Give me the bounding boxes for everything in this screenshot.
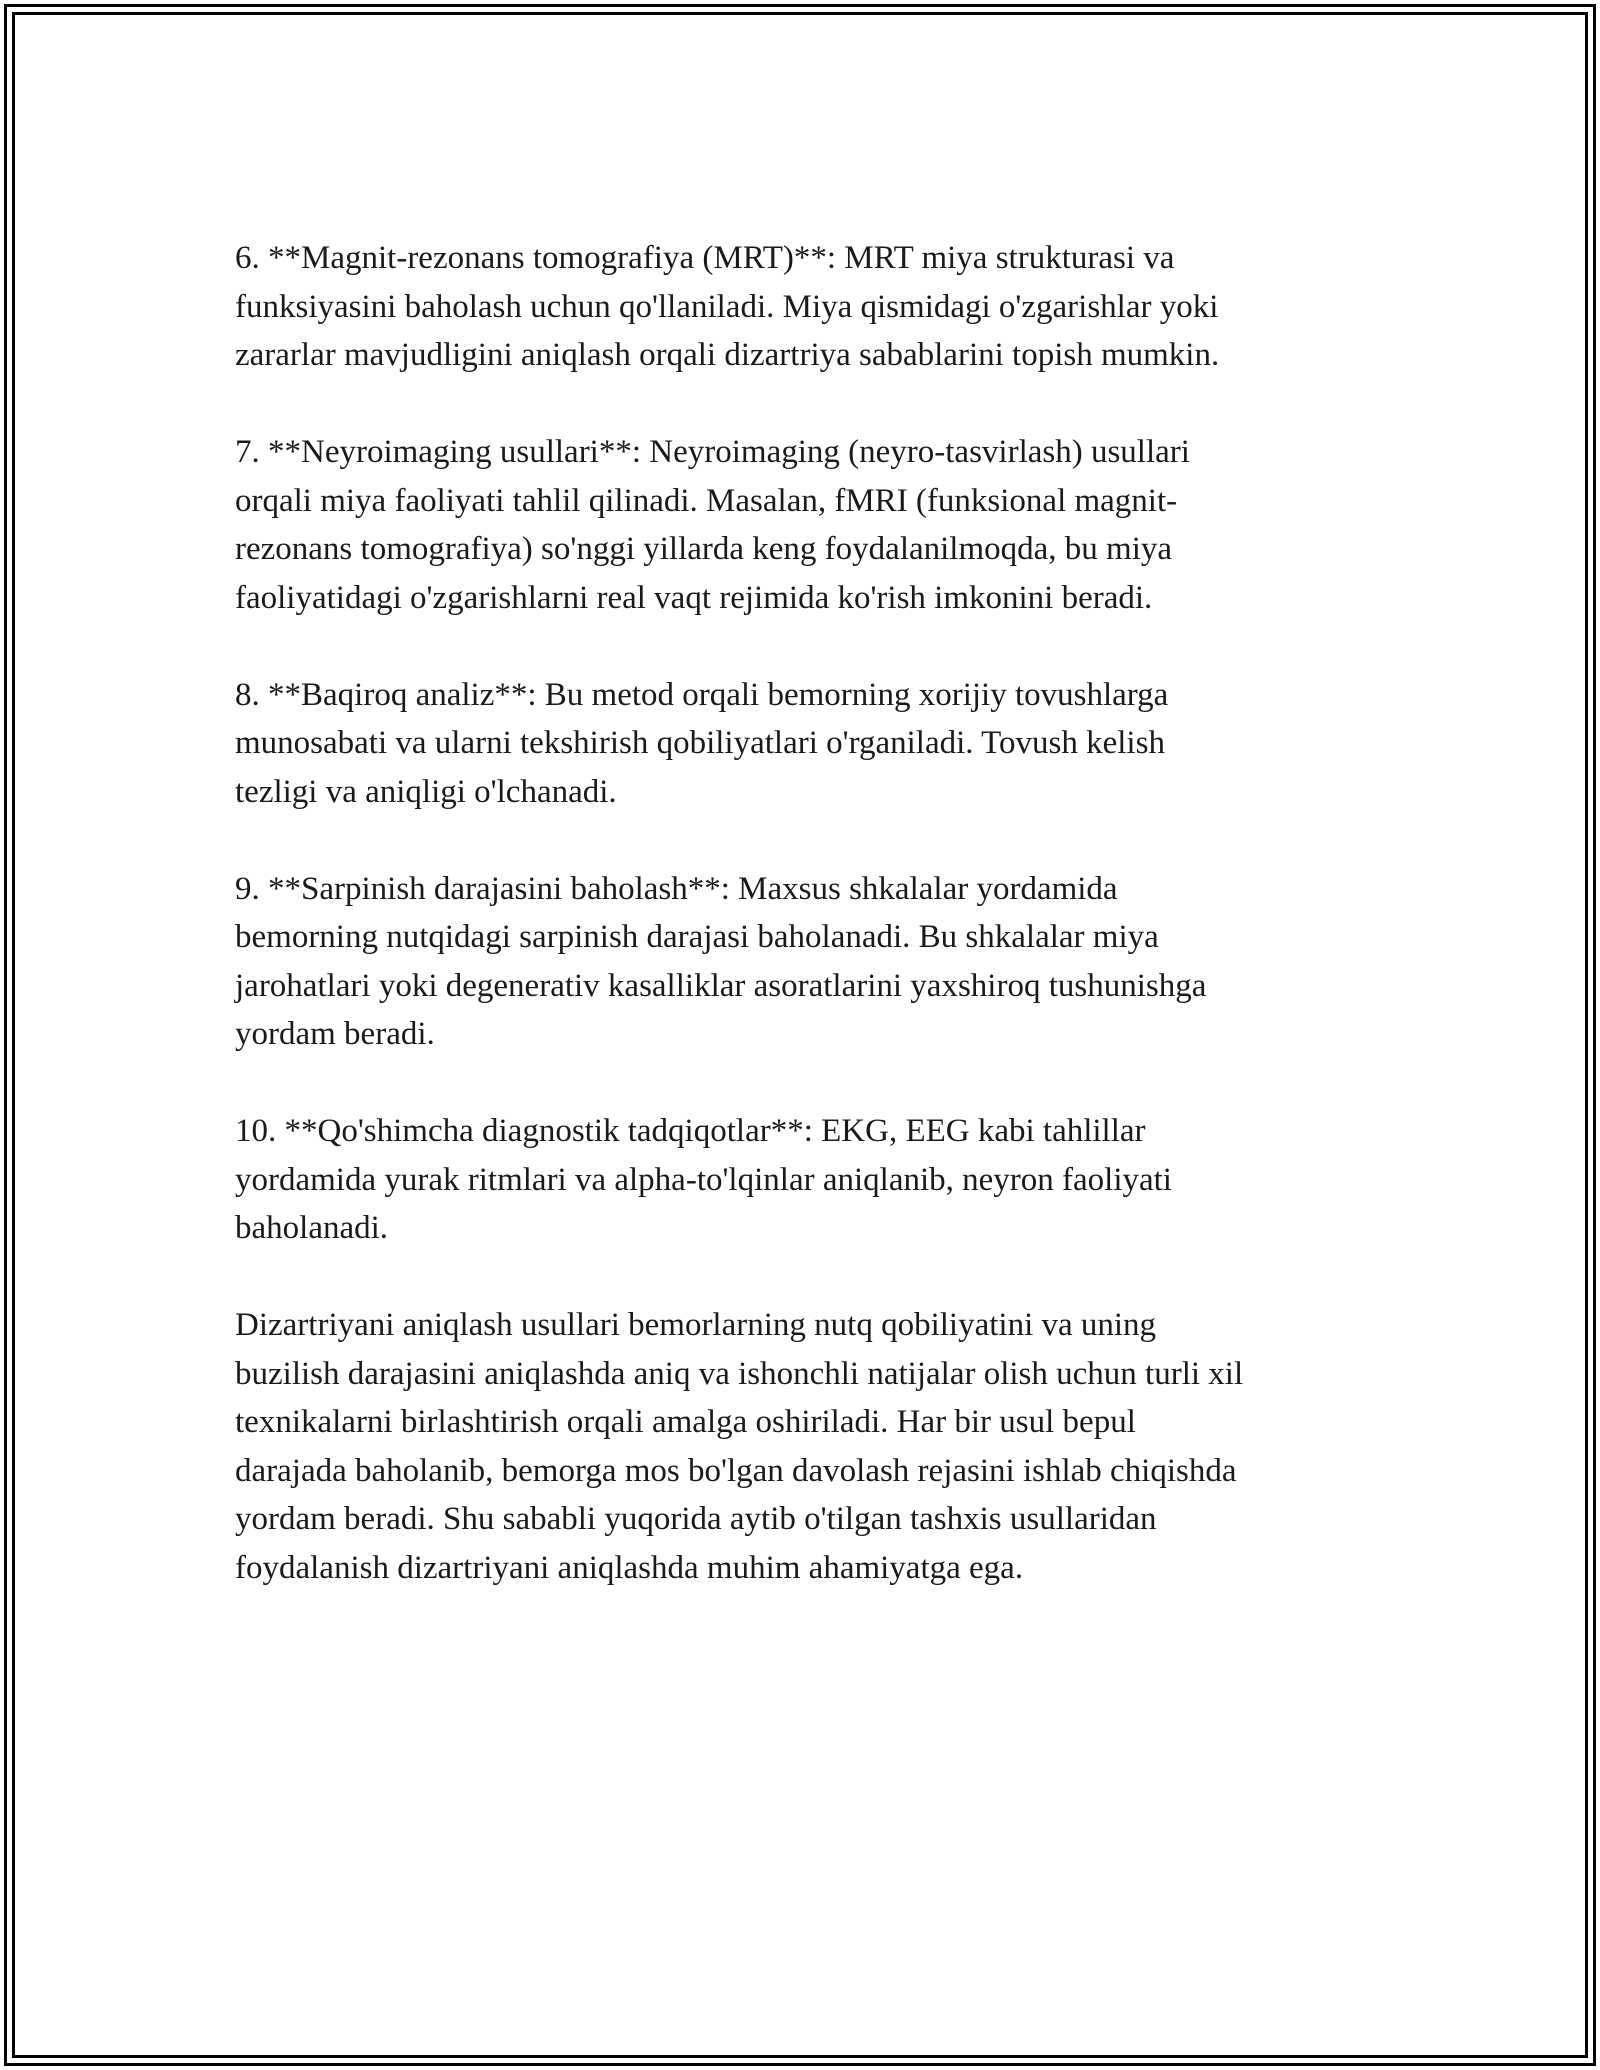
paragraph-item-6: 6. **Magnit-rezonans tomografiya (MRT)**: MRT miya strukturasi va funksiyasini baholash uchun qo'llaniladi. Miya qismidagi o'zgarishlar yoki zararlar mavjudligini aniqlash orqali dizartriya sabablarini topish mumkin. (235, 240, 1220, 373)
paragraph-conclusion: Dizartriyani aniqlash usullari bemorlarning nutq qobiliyatini va uning buzilish darajasini aniqlashda aniq va ishonchli natijalar olish uchun turli xil texnikalarni birlashtirish orqali amalga oshiriladi. Har bir usul bepul darajada baholanib, bemorga mos bo'lgan davolash rejasini ishlab chiqishda yordam beradi. Shu sababli yuqorida aytib o'tilgan tashxis usullaridan foydalanish dizartriyani aniqlashda muhim ahamiyatga ega. (235, 1307, 1244, 1586)
paragraph-item-8: 8. **Baqiroq analiz**: Bu metod orqali bemorning xorijiy tovushlarga munosabati va ularni tekshirish qobiliyatlari o'rganiladi. Tovush kelish tezligi va aniqligi o'lchanadi. (235, 676, 1169, 810)
paragraph-item-10: 10. **Qo'shimcha diagnostik tadqiqotlar**: EKG, EEG kabi tahlillar yordamida yurak ritmlari va alpha-to'lqinlar aniqlanib, neyron faoliyati baholanadi. (235, 1113, 1172, 1246)
paragraph-item-9: 9. **Sarpinish darajasini baholash**: Maxsus shkalalar yordamida bemorning nutqidagi sarpinish darajasi baholanadi. Bu shkalalar miya jarohatlari yoki degenerativ kasalliklar asoratlarini yaxshiroq tushunishga yordam beradi. (235, 870, 1207, 1052)
document-body (235, 234, 1375, 1641)
paragraph-item-7: 7. **Neyroimaging usullari**: Neyroimaging (neyro-tasvirlash) usullari orqali miya faoliyati tahlil qilinadi. Masalan, fMRI (funksional magnit- rezonans tomografiya) so'nggi yillarda keng foydalanilmoqda, bu miya faoliyatidagi o'zgarishlarni real vaqt rejimida ko'rish imkonini beradi. (235, 434, 1190, 616)
